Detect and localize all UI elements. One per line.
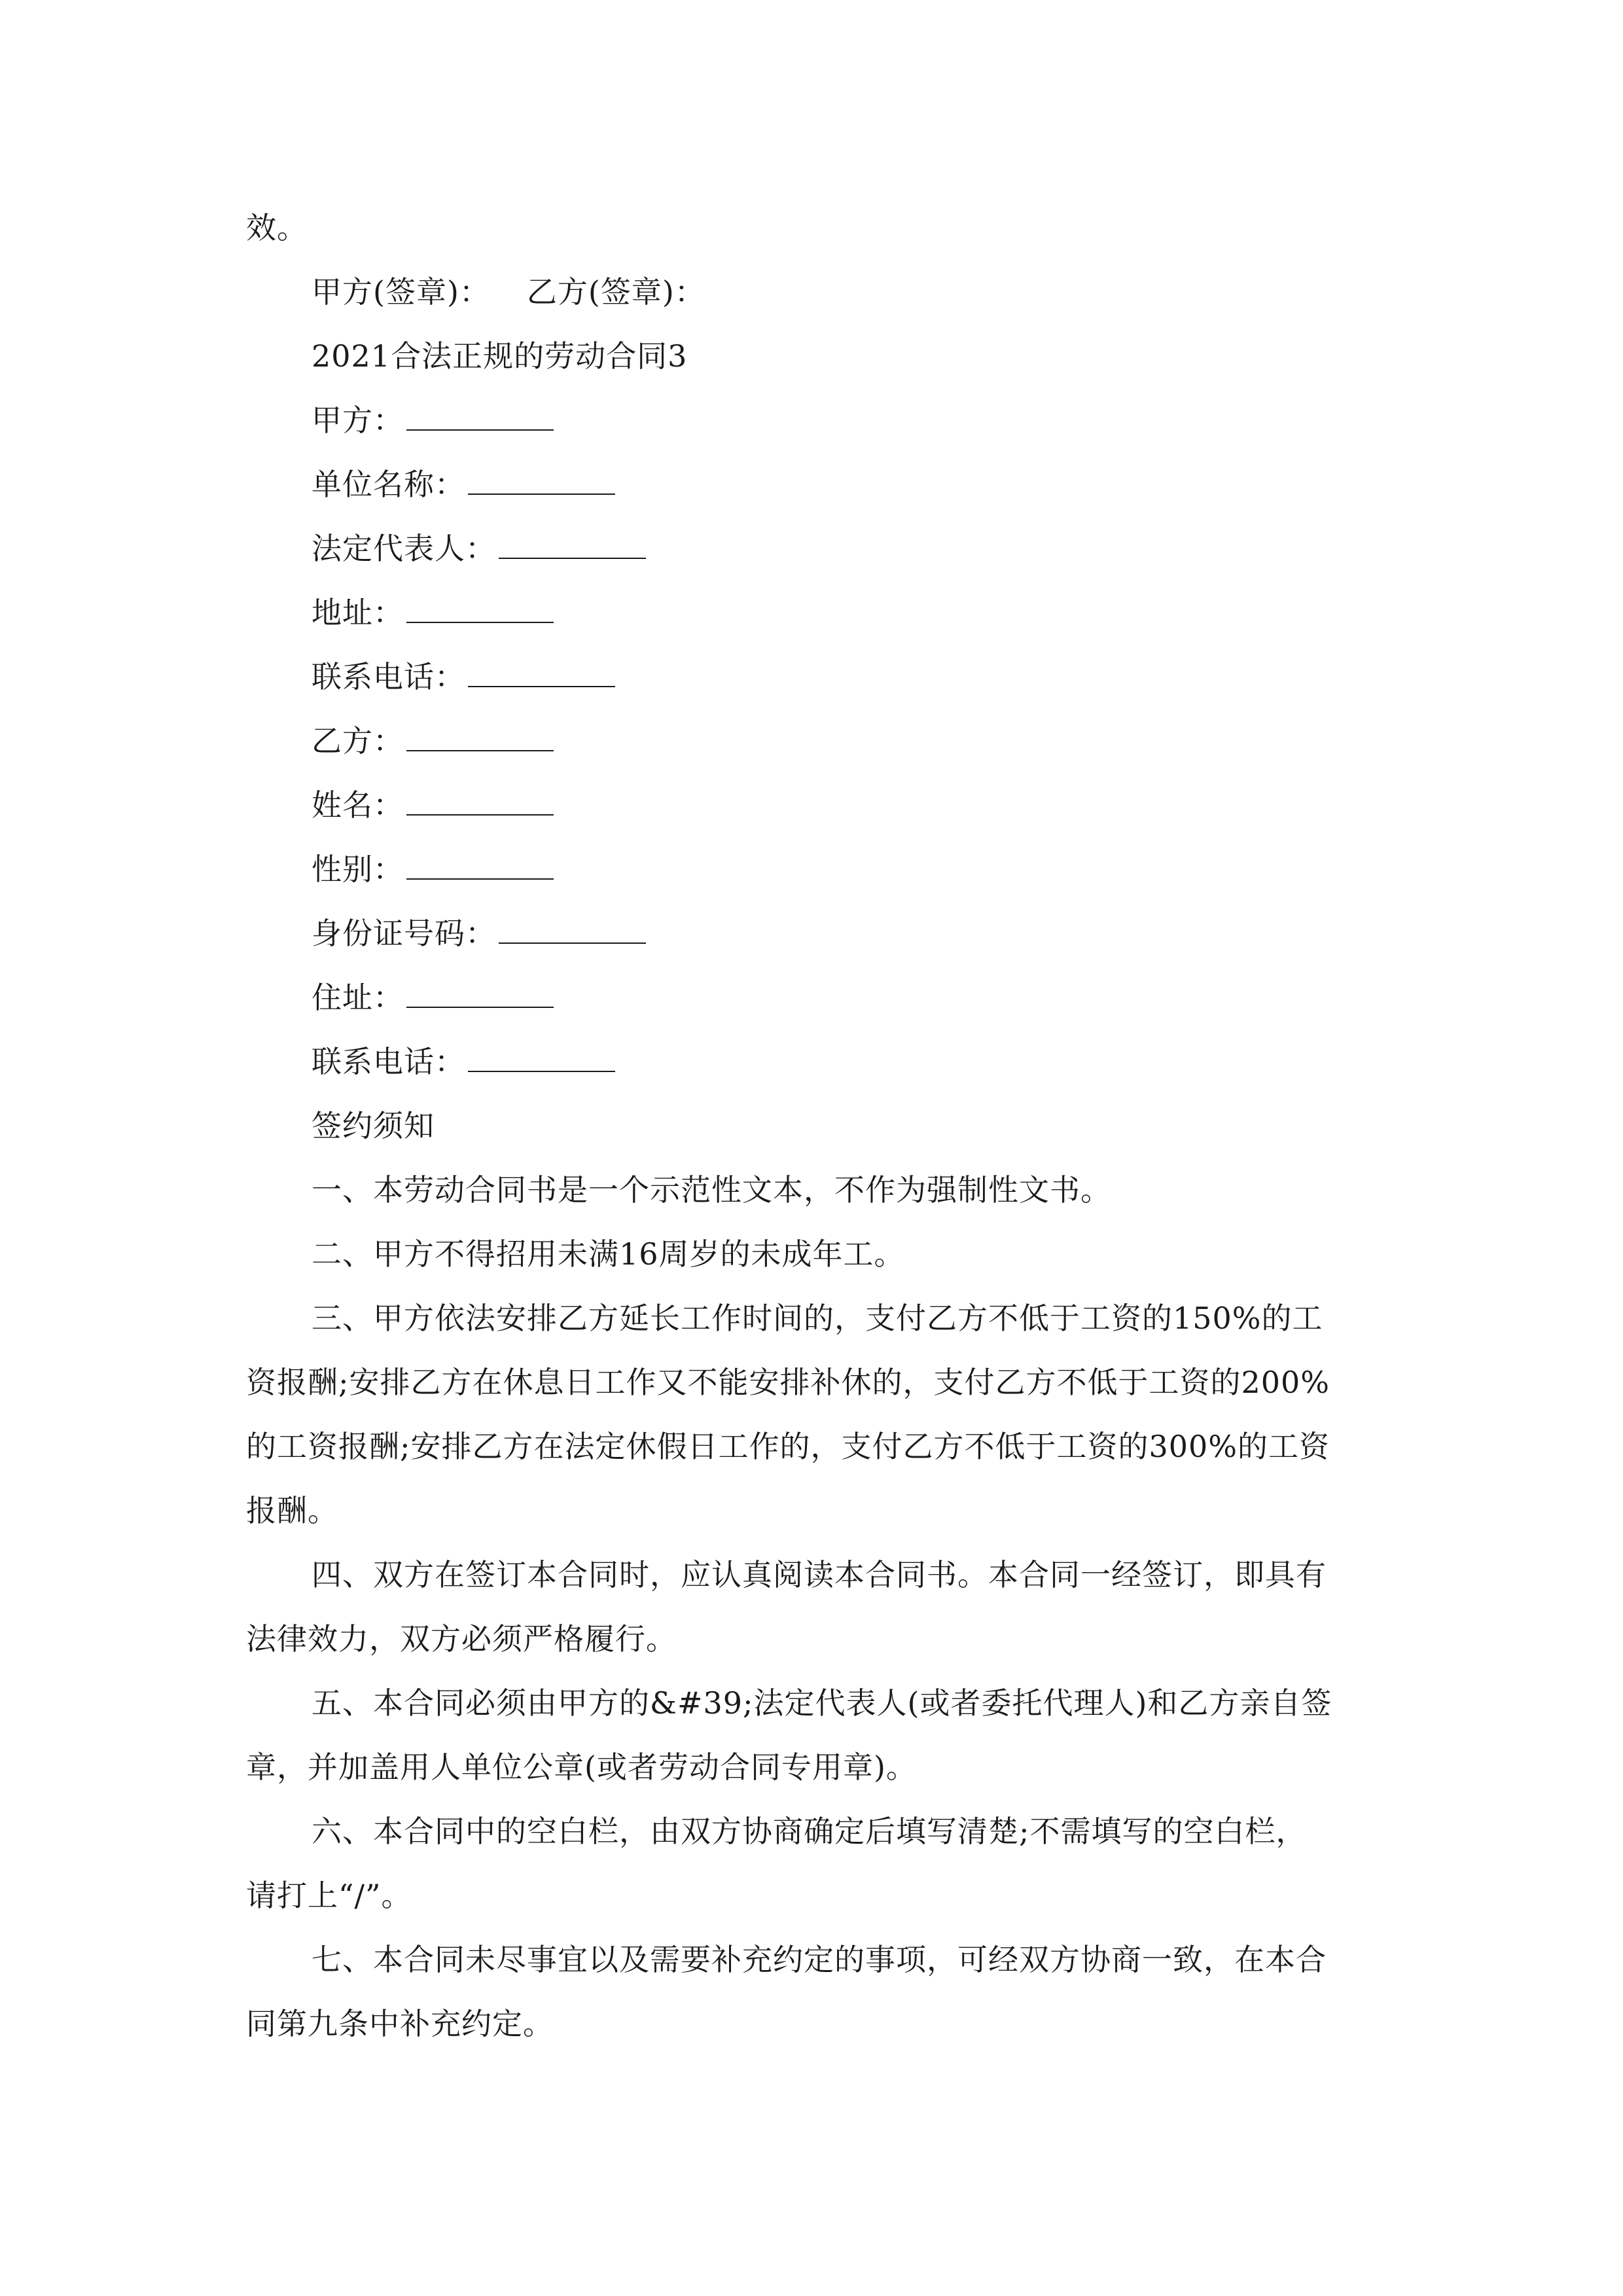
notice-item-6-line-1: 六、本合同中的空白栏，由双方协商确定后填写清楚;不需填写的空白栏， [312, 1814, 1307, 1849]
residence-label: 住址： [312, 980, 404, 1015]
id-number-blank [499, 914, 646, 944]
gender-field [312, 850, 554, 889]
party-a-signature-label: 甲方(签章)： [312, 274, 490, 310]
party-a-field [312, 401, 554, 440]
notice-item-4-line-1: 四、双方在签订本合同时，应认真阅读本合同书。本合同一经签订，即具有 [312, 1557, 1327, 1592]
name-field [312, 785, 554, 825]
party-a-phone-blank [468, 657, 615, 687]
gender-blank [406, 850, 554, 880]
party-a-phone-label: 联系电话： [312, 659, 465, 694]
legal-rep-field [312, 529, 646, 568]
gender-label: 性别： [312, 852, 404, 887]
party-a-blank [406, 401, 554, 431]
notice-item-6-line-2: 请打上“/”。 [246, 1878, 412, 1913]
address-blank [406, 593, 554, 623]
party-a-phone-field [312, 657, 615, 696]
notice-item-3-line-1: 三、甲方依法安排乙方延长工作时间的，支付乙方不低于工资的150%的工 [312, 1300, 1323, 1336]
signature-line [312, 272, 705, 312]
notice-item-5-line-1: 五、本合同必须由甲方的&#39;法定代表人(或者委托代理人)和乙方亲自签 [312, 1685, 1332, 1721]
notice-item-1: 一、本劳动合同书是一个示范性文本，不作为强制性文书。 [312, 1172, 1111, 1208]
party-b-signature-label: 乙方(签章)： [526, 274, 705, 310]
party-b-phone-label: 联系电话： [312, 1044, 465, 1079]
notice-item-5-line-2: 章，并加盖用人单位公章(或者劳动合同专用章)。 [246, 1749, 917, 1785]
party-b-phone-blank [468, 1042, 615, 1072]
party-b-phone-field [312, 1042, 615, 1081]
notice-item-4-line-2: 法律效力，双方必须严格履行。 [246, 1621, 677, 1657]
unit-name-blank [468, 465, 615, 495]
party-b-blank [406, 721, 554, 751]
unit-name-field [312, 465, 615, 504]
notice-item-7-line-2: 同第九条中补充约定。 [246, 2006, 554, 2041]
notice-item-3-line-4: 报酬。 [246, 1493, 338, 1528]
id-number-field [312, 914, 646, 953]
name-label: 姓名： [312, 787, 404, 823]
party-a-label: 甲方： [312, 403, 404, 438]
residence-blank [406, 978, 554, 1008]
notice-item-7-line-1: 七、本合同未尽事宜以及需要补充约定的事项，可经双方协商一致，在本合 [312, 1942, 1327, 1977]
address-field [312, 593, 554, 632]
section-title: 2021合法正规的劳动合同3 [312, 338, 688, 374]
notice-item-3-line-3: 的工资报酬;安排乙方在法定休假日工作的，支付乙方不低于工资的300%的工资 [246, 1429, 1330, 1464]
notice-title: 签约须知 [312, 1108, 435, 1143]
notice-item-2: 二、甲方不得招用未满16周岁的未成年工。 [312, 1236, 905, 1272]
legal-rep-label: 法定代表人： [312, 531, 496, 566]
paragraph-fragment: 效。 [246, 210, 308, 245]
party-b-field [312, 721, 554, 761]
legal-rep-blank [499, 529, 646, 559]
party-b-label: 乙方： [312, 723, 404, 759]
id-number-label: 身份证号码： [312, 916, 496, 951]
name-blank [406, 785, 554, 816]
residence-field [312, 978, 554, 1017]
address-label: 地址： [312, 595, 404, 630]
unit-name-label: 单位名称： [312, 467, 465, 502]
notice-item-3-line-2: 资报酬;安排乙方在休息日工作又不能安排补休的，支付乙方不低于工资的200% [246, 1365, 1330, 1400]
